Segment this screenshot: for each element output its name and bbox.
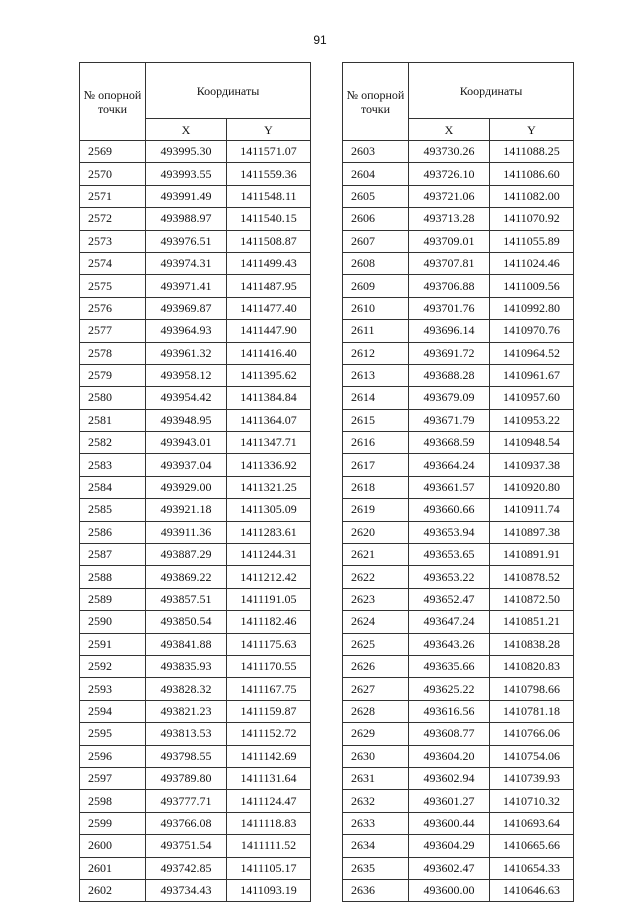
x-coordinate-cell: 493841.88 [146, 633, 227, 655]
y-coordinate-cell: 1411212.42 [227, 566, 311, 588]
point-number-cell: 2632 [343, 790, 409, 812]
table-row [80, 544, 311, 566]
point-number-cell: 2590 [80, 611, 146, 633]
point-number-cell: 2598 [80, 790, 146, 812]
x-coordinate-cell: 493671.79 [409, 409, 490, 431]
point-number-cell: 2623 [343, 588, 409, 610]
table-row [80, 342, 311, 364]
y-coordinate-cell: 1411283.61 [227, 521, 311, 543]
point-number-cell: 2636 [343, 879, 409, 901]
table-row [80, 700, 311, 722]
x-coordinate-cell: 493679.09 [409, 387, 490, 409]
y-coordinate-cell: 1410953.22 [490, 409, 574, 431]
x-coordinate-cell: 493976.51 [146, 230, 227, 252]
x-coordinate-cell: 493668.59 [409, 432, 490, 454]
header-x: X [409, 119, 490, 141]
table-row [80, 857, 311, 879]
table-row [343, 275, 574, 297]
table-row [80, 566, 311, 588]
point-number-cell: 2610 [343, 297, 409, 319]
y-coordinate-cell: 1411447.90 [227, 320, 311, 342]
x-coordinate-cell: 493974.31 [146, 252, 227, 274]
y-coordinate-cell: 1411477.40 [227, 297, 311, 319]
x-coordinate-cell: 493616.56 [409, 700, 490, 722]
x-coordinate-cell: 493602.47 [409, 857, 490, 879]
table-row [80, 297, 311, 319]
point-number-cell: 2634 [343, 835, 409, 857]
table-row [343, 342, 574, 364]
table-row [343, 879, 574, 901]
table-row [343, 745, 574, 767]
y-coordinate-cell: 1411111.52 [227, 835, 311, 857]
y-coordinate-cell: 1410766.06 [490, 723, 574, 745]
header-y: Y [490, 119, 574, 141]
table-row [343, 320, 574, 342]
x-coordinate-cell: 493887.29 [146, 544, 227, 566]
point-number-cell: 2578 [80, 342, 146, 364]
table-row [80, 499, 311, 521]
point-number-cell: 2607 [343, 230, 409, 252]
point-number-cell: 2622 [343, 566, 409, 588]
point-number-cell: 2619 [343, 499, 409, 521]
point-number-cell: 2612 [343, 342, 409, 364]
y-coordinate-cell: 1411384.84 [227, 387, 311, 409]
table-row [80, 185, 311, 207]
x-coordinate-cell: 493777.71 [146, 790, 227, 812]
y-coordinate-cell: 1410693.64 [490, 812, 574, 834]
y-coordinate-cell: 1410820.83 [490, 655, 574, 677]
table-row [343, 767, 574, 789]
y-coordinate-cell: 1410872.50 [490, 588, 574, 610]
table-row [80, 208, 311, 230]
point-number-cell: 2595 [80, 723, 146, 745]
y-coordinate-cell: 1411105.17 [227, 857, 311, 879]
x-coordinate-cell: 493664.24 [409, 454, 490, 476]
x-coordinate-cell: 493661.57 [409, 476, 490, 498]
table-row [80, 655, 311, 677]
x-coordinate-cell: 493688.28 [409, 364, 490, 386]
y-coordinate-cell: 1410911.74 [490, 499, 574, 521]
y-coordinate-cell: 1411571.07 [227, 141, 311, 163]
y-coordinate-cell: 1410970.76 [490, 320, 574, 342]
table-row [80, 141, 311, 163]
table-row [343, 432, 574, 454]
point-number-cell: 2609 [343, 275, 409, 297]
y-coordinate-cell: 1411321.25 [227, 476, 311, 498]
point-number-cell: 2577 [80, 320, 146, 342]
x-coordinate-cell: 493608.77 [409, 723, 490, 745]
point-number-cell: 2581 [80, 409, 146, 431]
x-coordinate-cell: 493647.24 [409, 611, 490, 633]
y-coordinate-cell: 1411336.92 [227, 454, 311, 476]
x-coordinate-cell: 493635.66 [409, 655, 490, 677]
table-row [80, 252, 311, 274]
y-coordinate-cell: 1411364.07 [227, 409, 311, 431]
point-number-cell: 2602 [80, 879, 146, 901]
table-row [80, 476, 311, 498]
point-number-cell: 2600 [80, 835, 146, 857]
point-number-cell: 2596 [80, 745, 146, 767]
y-coordinate-cell: 1411499.43 [227, 252, 311, 274]
header-y: Y [227, 119, 311, 141]
x-coordinate-cell: 493813.53 [146, 723, 227, 745]
point-number-cell: 2575 [80, 275, 146, 297]
y-coordinate-cell: 1411182.46 [227, 611, 311, 633]
table-row [80, 790, 311, 812]
table-row [343, 297, 574, 319]
table-row [343, 588, 574, 610]
y-coordinate-cell: 1411070.92 [490, 208, 574, 230]
x-coordinate-cell: 493948.95 [146, 409, 227, 431]
y-coordinate-cell: 1410957.60 [490, 387, 574, 409]
header-point-number: № опорной точки [80, 63, 146, 141]
header-point-number: № опорной точки [343, 63, 409, 141]
y-coordinate-cell: 1410754.06 [490, 745, 574, 767]
table-body-right [343, 141, 574, 902]
y-coordinate-cell: 1410964.52 [490, 342, 574, 364]
y-coordinate-cell: 1411170.55 [227, 655, 311, 677]
point-number-cell: 2592 [80, 655, 146, 677]
y-coordinate-cell: 1410878.52 [490, 566, 574, 588]
point-number-cell: 2621 [343, 544, 409, 566]
point-number-cell: 2614 [343, 387, 409, 409]
x-coordinate-cell: 493706.88 [409, 275, 490, 297]
table-row [343, 566, 574, 588]
y-coordinate-cell: 1410897.38 [490, 521, 574, 543]
y-coordinate-cell: 1411082.00 [490, 185, 574, 207]
header-coordinates: Координаты [409, 63, 574, 119]
table-row [343, 409, 574, 431]
table-row [343, 678, 574, 700]
point-number-cell: 2591 [80, 633, 146, 655]
x-coordinate-cell: 493653.22 [409, 566, 490, 588]
point-number-cell: 2635 [343, 857, 409, 879]
x-coordinate-cell: 493958.12 [146, 364, 227, 386]
table-row [343, 499, 574, 521]
x-coordinate-cell: 493660.66 [409, 499, 490, 521]
y-coordinate-cell: 1411152.72 [227, 723, 311, 745]
x-coordinate-cell: 493991.49 [146, 185, 227, 207]
table-row [80, 879, 311, 901]
x-coordinate-cell: 493600.44 [409, 812, 490, 834]
x-coordinate-cell: 493696.14 [409, 320, 490, 342]
table-row [80, 521, 311, 543]
page-number: 91 [313, 33, 327, 47]
table-row [343, 857, 574, 879]
y-coordinate-cell: 1411395.62 [227, 364, 311, 386]
point-number-cell: 2633 [343, 812, 409, 834]
y-coordinate-cell: 1411124.47 [227, 790, 311, 812]
table-row [343, 835, 574, 857]
point-number-cell: 2582 [80, 432, 146, 454]
x-coordinate-cell: 493604.29 [409, 835, 490, 857]
table-row [80, 163, 311, 185]
point-number-cell: 2608 [343, 252, 409, 274]
point-number-cell: 2605 [343, 185, 409, 207]
table-row [80, 364, 311, 386]
x-coordinate-cell: 493821.23 [146, 700, 227, 722]
y-coordinate-cell: 1411548.11 [227, 185, 311, 207]
point-number-cell: 2606 [343, 208, 409, 230]
y-coordinate-cell: 1410920.80 [490, 476, 574, 498]
table-row [80, 723, 311, 745]
point-number-cell: 2628 [343, 700, 409, 722]
y-coordinate-cell: 1410992.80 [490, 297, 574, 319]
table-row [80, 588, 311, 610]
header-coordinates: Координаты [146, 63, 311, 119]
y-coordinate-cell: 1411142.69 [227, 745, 311, 767]
table-row [343, 544, 574, 566]
x-coordinate-cell: 493943.01 [146, 432, 227, 454]
x-coordinate-cell: 493954.42 [146, 387, 227, 409]
table-row [343, 252, 574, 274]
point-number-cell: 2627 [343, 678, 409, 700]
table-row [343, 655, 574, 677]
table-row [80, 409, 311, 431]
x-coordinate-cell: 493653.94 [409, 521, 490, 543]
x-coordinate-cell: 493921.18 [146, 499, 227, 521]
y-coordinate-cell: 1411118.83 [227, 812, 311, 834]
point-number-cell: 2580 [80, 387, 146, 409]
point-number-cell: 2597 [80, 767, 146, 789]
point-number-cell: 2588 [80, 566, 146, 588]
x-coordinate-cell: 493721.06 [409, 185, 490, 207]
point-number-cell: 2625 [343, 633, 409, 655]
point-number-cell: 2630 [343, 745, 409, 767]
point-number-cell: 2572 [80, 208, 146, 230]
table-row [343, 723, 574, 745]
y-coordinate-cell: 1410739.93 [490, 767, 574, 789]
x-coordinate-cell: 493701.76 [409, 297, 490, 319]
table-row [343, 454, 574, 476]
table-row [343, 700, 574, 722]
table-row [343, 790, 574, 812]
y-coordinate-cell: 1410798.66 [490, 678, 574, 700]
x-coordinate-cell: 493937.04 [146, 454, 227, 476]
table-row [80, 812, 311, 834]
table-row [343, 611, 574, 633]
x-coordinate-cell: 493993.55 [146, 163, 227, 185]
x-coordinate-cell: 493604.20 [409, 745, 490, 767]
point-number-cell: 2586 [80, 521, 146, 543]
point-number-cell: 2624 [343, 611, 409, 633]
y-coordinate-cell: 1411055.89 [490, 230, 574, 252]
point-number-cell: 2594 [80, 700, 146, 722]
table-row [80, 454, 311, 476]
point-number-cell: 2593 [80, 678, 146, 700]
point-number-cell: 2570 [80, 163, 146, 185]
x-coordinate-cell: 493751.54 [146, 835, 227, 857]
point-number-cell: 2629 [343, 723, 409, 745]
point-number-cell: 2585 [80, 499, 146, 521]
x-coordinate-cell: 493602.94 [409, 767, 490, 789]
table-row [80, 633, 311, 655]
table-body-left [80, 141, 311, 902]
table-row [343, 476, 574, 498]
x-coordinate-cell: 493643.26 [409, 633, 490, 655]
y-coordinate-cell: 1411305.09 [227, 499, 311, 521]
y-coordinate-cell: 1410665.66 [490, 835, 574, 857]
point-number-cell: 2579 [80, 364, 146, 386]
x-coordinate-cell: 493734.43 [146, 879, 227, 901]
x-coordinate-cell: 493625.22 [409, 678, 490, 700]
y-coordinate-cell: 1410781.18 [490, 700, 574, 722]
x-coordinate-cell: 493742.85 [146, 857, 227, 879]
point-number-cell: 2576 [80, 297, 146, 319]
point-number-cell: 2569 [80, 141, 146, 163]
x-coordinate-cell: 493929.00 [146, 476, 227, 498]
y-coordinate-cell: 1411167.75 [227, 678, 311, 700]
x-coordinate-cell: 493964.93 [146, 320, 227, 342]
y-coordinate-cell: 1411159.87 [227, 700, 311, 722]
table-row [343, 185, 574, 207]
point-number-cell: 2626 [343, 655, 409, 677]
y-coordinate-cell: 1410851.21 [490, 611, 574, 633]
table-row [343, 141, 574, 163]
point-number-cell: 2617 [343, 454, 409, 476]
y-coordinate-cell: 1411347.71 [227, 432, 311, 454]
table-row [80, 835, 311, 857]
table-row [80, 320, 311, 342]
point-number-cell: 2603 [343, 141, 409, 163]
y-coordinate-cell: 1411244.31 [227, 544, 311, 566]
y-coordinate-cell: 1410838.28 [490, 633, 574, 655]
y-coordinate-cell: 1411131.64 [227, 767, 311, 789]
point-number-cell: 2631 [343, 767, 409, 789]
point-number-cell: 2615 [343, 409, 409, 431]
x-coordinate-cell: 493789.80 [146, 767, 227, 789]
table-row [343, 163, 574, 185]
y-coordinate-cell: 1410937.38 [490, 454, 574, 476]
header-x: X [146, 119, 227, 141]
y-coordinate-cell: 1411009.56 [490, 275, 574, 297]
x-coordinate-cell: 493709.01 [409, 230, 490, 252]
table-row [80, 611, 311, 633]
y-coordinate-cell: 1411175.63 [227, 633, 311, 655]
y-coordinate-cell: 1411487.95 [227, 275, 311, 297]
point-number-cell: 2620 [343, 521, 409, 543]
x-coordinate-cell: 493653.65 [409, 544, 490, 566]
y-coordinate-cell: 1411024.46 [490, 252, 574, 274]
x-coordinate-cell: 493726.10 [409, 163, 490, 185]
y-coordinate-cell: 1410961.67 [490, 364, 574, 386]
table-row [343, 521, 574, 543]
y-coordinate-cell: 1410948.54 [490, 432, 574, 454]
point-number-cell: 2573 [80, 230, 146, 252]
table-row [80, 432, 311, 454]
table-row [343, 812, 574, 834]
x-coordinate-cell: 493828.32 [146, 678, 227, 700]
point-number-cell: 2613 [343, 364, 409, 386]
y-coordinate-cell: 1410710.32 [490, 790, 574, 812]
x-coordinate-cell: 493600.00 [409, 879, 490, 901]
x-coordinate-cell: 493971.41 [146, 275, 227, 297]
x-coordinate-cell: 493969.87 [146, 297, 227, 319]
x-coordinate-cell: 493850.54 [146, 611, 227, 633]
table-row [80, 767, 311, 789]
table-row [80, 678, 311, 700]
table-row [80, 275, 311, 297]
x-coordinate-cell: 493707.81 [409, 252, 490, 274]
table-row [343, 230, 574, 252]
table-row [343, 364, 574, 386]
x-coordinate-cell: 493766.08 [146, 812, 227, 834]
coordinates-table-right [342, 62, 574, 902]
point-number-cell: 2583 [80, 454, 146, 476]
point-number-cell: 2574 [80, 252, 146, 274]
x-coordinate-cell: 493961.32 [146, 342, 227, 364]
x-coordinate-cell: 493652.47 [409, 588, 490, 610]
y-coordinate-cell: 1411088.25 [490, 141, 574, 163]
point-number-cell: 2604 [343, 163, 409, 185]
x-coordinate-cell: 493798.55 [146, 745, 227, 767]
x-coordinate-cell: 493713.28 [409, 208, 490, 230]
table-row [343, 208, 574, 230]
x-coordinate-cell: 493869.22 [146, 566, 227, 588]
point-number-cell: 2571 [80, 185, 146, 207]
y-coordinate-cell: 1411416.40 [227, 342, 311, 364]
point-number-cell: 2584 [80, 476, 146, 498]
x-coordinate-cell: 493857.51 [146, 588, 227, 610]
point-number-cell: 2616 [343, 432, 409, 454]
x-coordinate-cell: 493601.27 [409, 790, 490, 812]
y-coordinate-cell: 1411540.15 [227, 208, 311, 230]
y-coordinate-cell: 1410646.63 [490, 879, 574, 901]
x-coordinate-cell: 493995.30 [146, 141, 227, 163]
table-row [80, 387, 311, 409]
y-coordinate-cell: 1411093.19 [227, 879, 311, 901]
table-row [80, 745, 311, 767]
table-row [343, 387, 574, 409]
point-number-cell: 2587 [80, 544, 146, 566]
table-row [343, 633, 574, 655]
y-coordinate-cell: 1410654.33 [490, 857, 574, 879]
coordinates-table-left [79, 62, 311, 902]
point-number-cell: 2589 [80, 588, 146, 610]
y-coordinate-cell: 1411559.36 [227, 163, 311, 185]
x-coordinate-cell: 493691.72 [409, 342, 490, 364]
x-coordinate-cell: 493730.26 [409, 141, 490, 163]
y-coordinate-cell: 1411086.60 [490, 163, 574, 185]
y-coordinate-cell: 1411191.05 [227, 588, 311, 610]
y-coordinate-cell: 1411508.87 [227, 230, 311, 252]
point-number-cell: 2601 [80, 857, 146, 879]
point-number-cell: 2611 [343, 320, 409, 342]
x-coordinate-cell: 493911.36 [146, 521, 227, 543]
x-coordinate-cell: 493988.97 [146, 208, 227, 230]
x-coordinate-cell: 493835.93 [146, 655, 227, 677]
point-number-cell: 2599 [80, 812, 146, 834]
table-row [80, 230, 311, 252]
point-number-cell: 2618 [343, 476, 409, 498]
y-coordinate-cell: 1410891.91 [490, 544, 574, 566]
